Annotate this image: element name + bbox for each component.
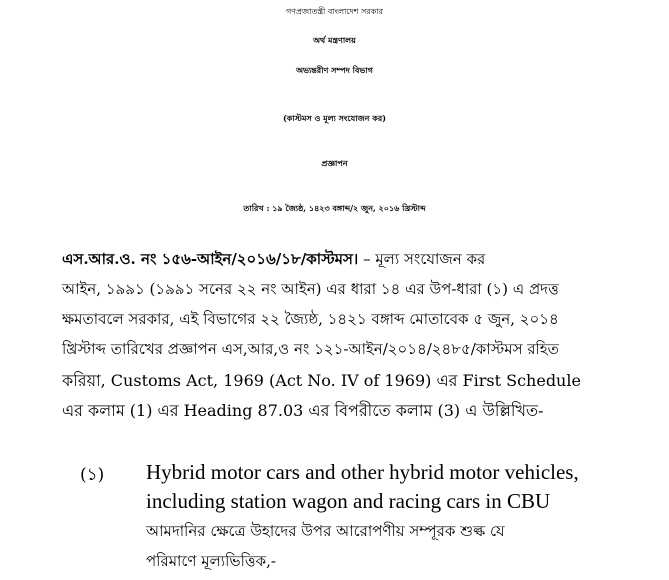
government-name: গণপ্রজাতন্ত্রী বাংলাদেশ সরকার <box>285 7 384 16</box>
body-line-1 <box>62 248 662 273</box>
wing-name: (কাস্টমস ও মূল্য সংযোজন কর) <box>282 113 387 123</box>
body-line-5: করিয়া, Customs Act, 1969 (Act No. IV of 1969) এর First Schedule <box>62 371 581 390</box>
item-text-line-1: Hybrid motor cars and other hybrid motor vehicles, <box>146 460 579 484</box>
notification-title: প্রজ্ঞাপন <box>321 158 348 168</box>
body-line-6: এর কলাম (1) এর Heading 87.03 এর বিপরীতে কলাম (3) এ উল্লিখিত- <box>62 401 544 420</box>
notification-date: তারিখ : ১৯ জ্যৈষ্ঠ, ১৪২৩ বঙ্গাব্দ/২ জুন, ২০১৬ খ্রিস্টাব্দ <box>243 203 426 213</box>
sro-number: এস.আর.ও. নং ১৫৬-আইন/২০১৬/১৮/কাস্টমস। <box>62 250 359 268</box>
item-text-line-4: পরিমাণে মূল্যভিত্তিক,- <box>146 552 276 570</box>
item-text-line-3: আমদানির ক্ষেত্রে উহাদের উপর আরোপণীয় সম্পূরক শুল্ক যে <box>146 522 505 540</box>
division-name: অভ্যন্তরীণ সম্পদ বিভাগ <box>296 65 373 75</box>
body-line-4: খ্রিস্টাব্দ তারিখের প্রজ্ঞাপন এস,আর,ও নং ১২১-আইন/২০১৪/২৪৮৫/কাস্টমস রহিত <box>62 340 559 358</box>
item-text-line-2: including station wagon and racing cars in CBU <box>146 489 551 513</box>
body-line-1-rest: – মূল্য সংযোজন কর <box>363 250 486 268</box>
item-number: (১) <box>80 465 105 485</box>
ministry-name: অর্থ মন্ত্রণালয় <box>313 35 356 45</box>
body-line-3: ক্ষমতাবলে সরকার, এই বিভাগের ২২ জ্যৈষ্ঠ, ১৪২১ বঙ্গাব্দ মোতাবেক ৫ জুন, ২০১৪ <box>62 310 559 328</box>
body-line-2: আইন, ১৯৯১ (১৯৯১ সনের ২২ নং আইন) এর ধারা ১৪ এর উপ-ধারা (১) এ প্রদত্ত <box>62 280 559 298</box>
